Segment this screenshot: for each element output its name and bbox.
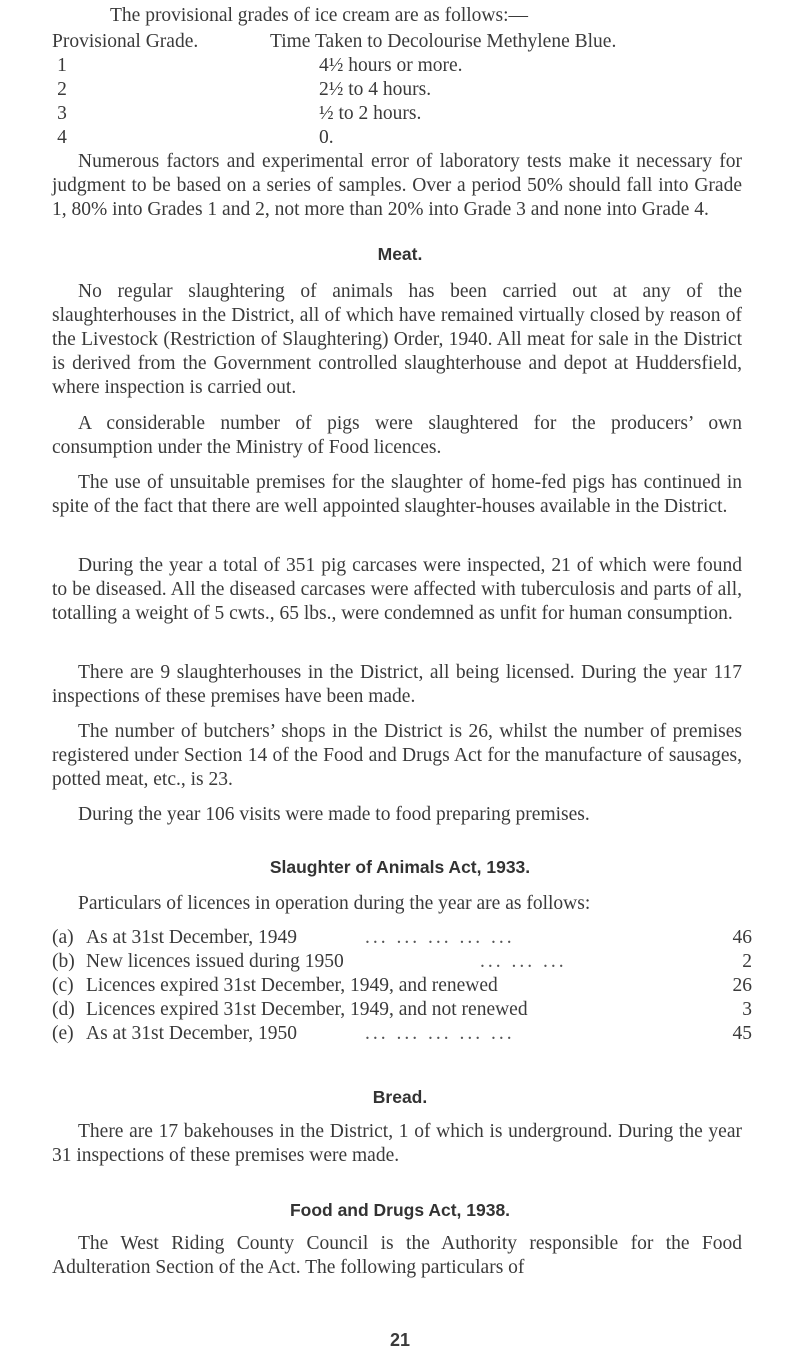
item-label: (a)	[52, 927, 74, 948]
item-text: Licences expired 31st December, 1949, and renewed	[86, 975, 498, 996]
item-label: (d)	[52, 999, 75, 1020]
item-value: 46	[732, 927, 752, 948]
meat-section	[52, 412, 742, 460]
grade-time: 2½ to 4 hours.	[319, 79, 432, 100]
grade-row	[52, 126, 752, 150]
item-text: New licences issued during 1950	[86, 951, 344, 972]
paragraph: The use of unsuitable premises for the slaughter of home-fed pigs has continued in spite of the fact that there are well appointed slaughter-houses available in the District.	[52, 472, 742, 517]
item-value: 26	[732, 975, 752, 996]
licence-item	[52, 950, 752, 974]
grade-row	[52, 102, 752, 126]
licence-item	[52, 926, 752, 950]
paragraph: The number of butchers’ shops in the District is 26, whilst the number of premises registered under Section 14 of the Food and Drugs Act for the manufacture of sausages, potted meat, etc., is 23.	[52, 721, 742, 790]
paragraph: The West Riding County Council is the Authority responsible for the Food Adulteration Section of the Act. The following particulars of	[52, 1233, 742, 1278]
food-drugs-section	[52, 1232, 742, 1280]
grade-number: 1	[57, 55, 67, 76]
paragraph: During the year a total of 351 pig carcases were inspected, 21 of which were found to be diseased. All the diseased carcases were affected with tuberculosis and parts of all, totalling a weight of 5 cwts., 65 lbs., were condemned as unfit for human consumption.	[52, 555, 742, 624]
grade-time: ½ to 2 hours.	[319, 103, 422, 124]
leader-dots: ... ... ... ... ...	[365, 927, 515, 948]
grade-row	[52, 54, 752, 78]
licence-item	[52, 1022, 752, 1046]
licence-item	[52, 998, 752, 1022]
item-text: As at 31st December, 1949	[86, 927, 297, 948]
item-value: 2	[742, 951, 752, 972]
meat-section	[52, 554, 742, 626]
grade-number: 3	[57, 103, 67, 124]
leader-dots: ... ... ... ... ...	[365, 1023, 515, 1044]
meat-section	[52, 280, 742, 400]
grade-time: 0.	[319, 127, 334, 148]
leader-dots: ... ... ...	[480, 951, 567, 972]
item-label: (e)	[52, 1023, 74, 1044]
ice-cream-paragraph	[52, 150, 742, 222]
grade-column-header: Provisional Grade.	[52, 31, 199, 52]
slaughter-intro	[52, 892, 742, 916]
item-label: (b)	[52, 951, 75, 972]
item-value: 45	[732, 1023, 752, 1044]
grades-intro: The provisional grades of ice cream are as follows:—	[110, 5, 529, 26]
food-drugs-heading: Food and Drugs Act, 1938.	[289, 1200, 511, 1220]
slaughter-heading: Slaughter of Animals Act, 1933.	[269, 857, 531, 877]
item-label: (c)	[52, 975, 74, 996]
meat-section	[52, 720, 742, 792]
paragraph: A considerable number of pigs were slaughtered for the producers’ own consumption under the Ministry of Food licences.	[52, 413, 742, 458]
bread-section	[52, 1120, 742, 1168]
paragraph: Numerous factors and experimental error of laboratory tests make it necessary for judgment to be based on a series of samples. Over a period 50% should fall into Grade 1, 80% into Grades 1 and 2, not more than 20% into Grade 3 and none into Grade 4.	[52, 151, 742, 220]
meat-section	[52, 471, 742, 519]
grade-number: 4	[57, 127, 67, 148]
paragraph: During the year 106 visits were made to food preparing premises.	[78, 804, 590, 825]
grades-table	[52, 30, 752, 150]
paragraph: No regular slaughtering of animals has been carried out at any of the slaughterhouses in the District, all of which have remained virtually closed by reason of the Livestock (Restriction of Slaughtering) Order, 1940. All meat for sale in the District is derived from the Government controlled slaughterhouse and depot at Huddersfield, where inspection is carried out.	[52, 281, 742, 398]
meat-section	[52, 661, 742, 709]
meat-section	[52, 803, 742, 827]
grade-row	[52, 78, 752, 102]
licence-item	[52, 974, 752, 998]
item-text: Licences expired 31st December, 1949, and not renewed	[86, 999, 528, 1020]
grade-time: 4½ hours or more.	[319, 55, 463, 76]
item-value: 3	[742, 999, 752, 1020]
page-number: 21	[389, 1330, 411, 1350]
paragraph: There are 17 bakehouses in the District, 1 of which is underground. During the year 31 inspections of these premises were made.	[52, 1121, 742, 1166]
grade-number: 2	[57, 79, 67, 100]
grades-header-row	[52, 30, 752, 54]
paragraph: Particulars of licences in operation during the year are as follows:	[78, 893, 591, 914]
item-text: As at 31st December, 1950	[86, 1023, 297, 1044]
bread-heading: Bread.	[372, 1087, 428, 1107]
meat-heading: Meat.	[377, 244, 423, 264]
paragraph: There are 9 slaughterhouses in the District, all being licensed. During the year 117 inspections of these premises have been made.	[52, 662, 742, 707]
licences-list	[52, 926, 752, 1046]
time-column-header: Time Taken to Decolourise Methylene Blue.	[270, 31, 617, 52]
